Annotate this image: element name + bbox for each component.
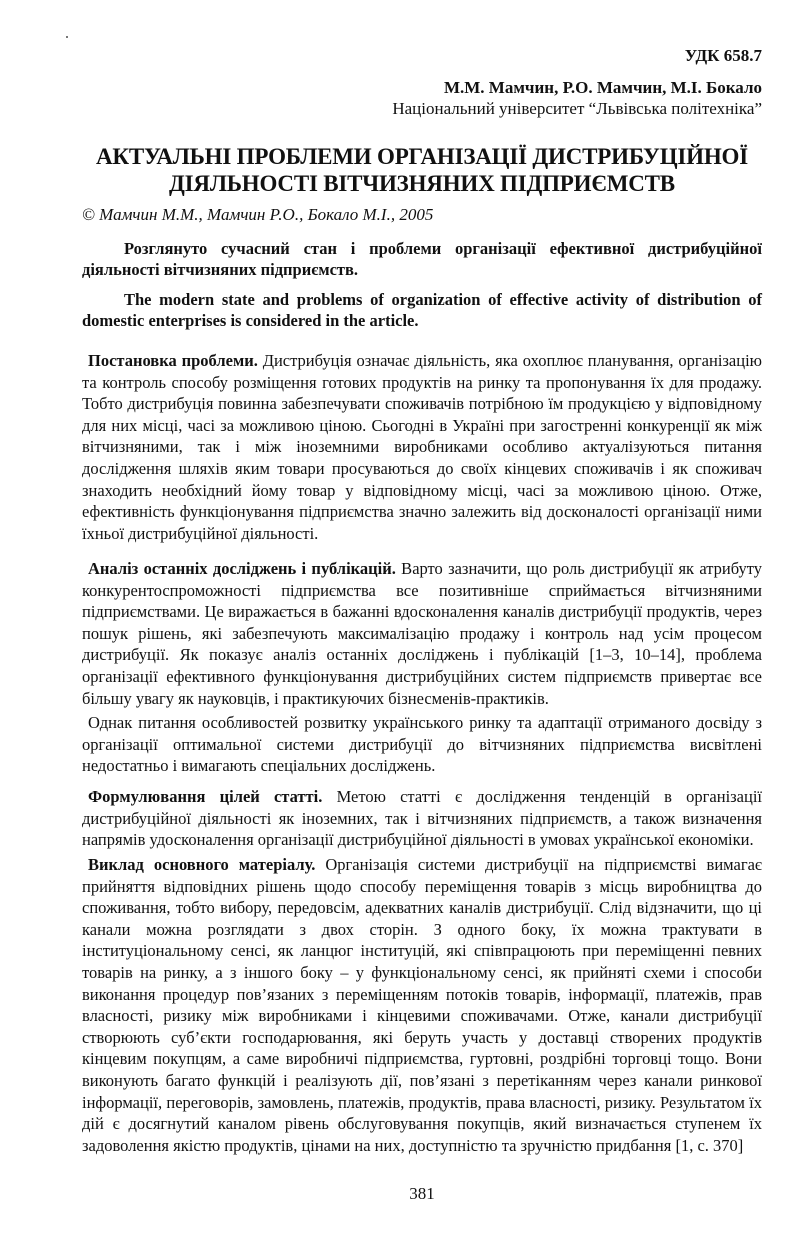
page-number: 381 [409,1184,435,1203]
section-goals [82,786,762,851]
section-lead: Виклад основного матеріалу. [88,855,316,874]
abstract-english: The modern state and problems of organization of effective activity of distribution of domestic enterprises is considered in the article. [82,290,762,330]
section-main-material [82,854,762,1156]
section-literature-review [82,558,762,709]
scan-speck [66,36,68,38]
section-text: Дистрибуція означає діяльність, яка охоплює планування, організацію та контроль способу розміщення готових продуктів на ринку та пропонування їх для продажу. Тобто дистрибуція повинна забезпечувати споживачів потрібною їм продукцією у відповідному для них місці, часі за можливою ціною. Сьогодні в Україні при загостренні конкуренції як між вітчизняними, так і між іноземними виробниками особливо актуалізуються питання дослідження шляхів яким товари просуваються до своїх кінцевих споживачів і як споживач знаходить необхідний йому товар у відповідному місці, часі за можливою ціною. Отже, ефективність функціонування підприємства значно залежить від досконалості організації ними їхньої дистрибуційної діяльності. [82,351,762,543]
article-page [82,0,762,1240]
section-continuation [82,712,762,777]
copyright-line: © Мамчин М.М., Мамчин Р.О., Бокало М.І., 2005 [82,205,434,224]
udk-code: УДК 658.7 [684,46,762,65]
section-lead: Аналіз останніх досліджень і публікацій. [88,559,396,578]
affiliation: Національний університет “Львівська політехніка” [392,99,762,118]
section-text: Метою статті є дослідження тенденцій в організації дистрибуційної діяльності як іноземних, так і вітчизняних підприємств, а також визначення напрямів удосконалення організації дистрибуційної діяльності в умовах української економіки. [82,787,762,850]
section-lead: Формулювання цілей статті. [88,787,323,806]
section-text: Організація системи дистрибуції на підприємстві вимагає прийняття відповідних рішень щодо способу переміщення товарів з місць виробництва до споживання, тобто вибору, передовсім, адекватних каналів дистрибуції. Слід відзначити, що ці канали можна розглядати з двох сторін. З одного боку, їх можна трактувати в інституціональному сенсі, як ланцюг інституцій, які співпрацюють при переміщенні певних товарів на ринку, а з іншого боку – у функціональному сенсі, як прийняті схеми і способи виконання процедур пов’язаних з переміщенням потоків товарів, інформації, платежів, прав власності, ризику між виробниками і кінцевими споживачами. Отже, канали дистрибуції створюють суб’єкти господарювання, які беруть участь у доставці створених продуктів кінцевим покупцям, а саме виробничі підприємства, гуртовні, роздрібні торговці тощо. Вони виконують багато функцій і реалізують дії, пов’язані з перетіканням через канали ринкової інформації, переговорів, замовлень, платежів, продуктів, права власності, ризику. Результатом їх дій є досягнутий каналом рівень обслуговування покупців, який визначається ступенем їх задоволення якістю продуктів, цінами на них, доступністю та зручністю придбання [1, с. 370] [82,855,762,1155]
authors: М.М. Мамчин, Р.О. Мамчин, М.І. Бокало [443,78,762,97]
section-lead: Постановка проблеми. [88,351,258,370]
section-problem-statement [82,350,762,544]
abstract-ukrainian: Розглянуто сучасний стан і проблеми організації ефективної дистрибуційної діяльності вітчизняних підприємств. [82,239,762,279]
section-text: Однак питання особливостей розвитку українського ринку та адаптації отриманого досвіду з організації оптимальної системи дистрибуції до вітчизняних підприємства висвітлені недостатньо і вимагають спеціальних досліджень. [82,713,762,776]
article-title: АКТУАЛЬНІ ПРОБЛЕМИ ОРГАНІЗАЦІЇ ДИСТРИБУЦІЙНОЇ ДІЯЛЬНОСТІ ВІТЧИЗНЯНИХ ПІДПРИЄМСТВ [96,144,748,196]
section-text: Варто зазначити, що роль дистрибуції як атрибуту конкурентоспроможності підприємства все позитивніше сприймається вітчизняними підприємствами. Це виражається в бажанні вдосконалення каналів дистрибуції продуктів, через пошук рішень, які забезпечують максималізацію продажу і контроль над усім процесом дистрибуції. Як показує аналіз останніх досліджень і публікацій [1–3, 10–14], проблема організації ефективного функціонування дистрибуційних систем підприємств привертає все більшу увагу як науковців, і практикуючих бізнесменів-практиків. [82,559,762,708]
